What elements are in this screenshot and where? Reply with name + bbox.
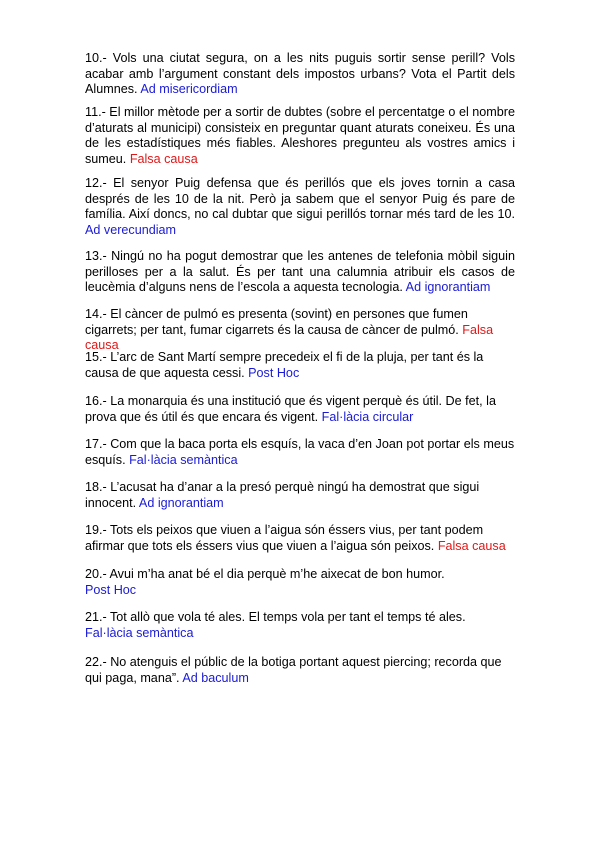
- question-text: 15.- L’arc de Sant Martí sempre precedeix el fi de la pluja, per tant és la causa de que aquesta cessi.: [85, 350, 484, 380]
- question-19: [85, 523, 515, 554]
- question-text: 10.- Vols una ciutat segura, on a les nits puguis sortir sense perill? Vols acabar amb l’argument constant dels impostos urbans? Vota el Partit dels Alumnes.: [85, 51, 515, 96]
- question-17: [85, 437, 515, 468]
- question-text: 11.- El millor mètode per a sortir de dubtes (sobre el percentatge o el nombre d’aturats al municipi) consisteix en preguntar quant aturats coneixeu. És una de les estadístiques més fiables. Aleshores pregunteu als vostres amics i sumeu.: [85, 105, 515, 166]
- question-text: 21.- Tot allò que vola té ales. El temps vola per tant el temps té ales.: [85, 610, 466, 624]
- question-21: [85, 610, 515, 641]
- question-18: [85, 480, 515, 511]
- question-13: [85, 249, 515, 296]
- question-20: [85, 567, 515, 598]
- question-14: [85, 307, 515, 354]
- answer-label: Post Hoc: [248, 365, 300, 380]
- answer-label: Fal·làcia semàntica: [85, 625, 194, 640]
- answer-label: Ad verecundiam: [85, 222, 177, 237]
- answer-label: Falsa causa: [129, 151, 198, 166]
- answer-label: Fal·làcia semàntica: [129, 452, 238, 467]
- answer-label: Ad ignorantiam: [405, 280, 491, 294]
- question-text: 22.- No atenguis el públic de la botiga portant aquest piercing; recorda que qui paga, mana”.: [85, 655, 502, 685]
- question-text: 18.- L’acusat ha d’anar a la presó perquè ningú ha demostrat que sigui innocent.: [85, 480, 480, 510]
- answer-label: Post Hoc: [85, 582, 137, 597]
- question-22: [85, 655, 515, 686]
- question-15: [85, 350, 515, 381]
- question-text: 12.- El senyor Puig defensa que és perillós que els joves tornin a casa després de les 10 de la nit. Però ja sabem que el senyor Puig és pare de família. Així doncs, no cal dubtar que sigui perillós tornar més tard de les 10.: [85, 176, 515, 221]
- question-12: [85, 176, 515, 238]
- answer-label: Ad baculum: [182, 670, 249, 685]
- question-11: [85, 105, 515, 167]
- question-text: 14.- El càncer de pulmó es presenta (sovint) en persones que fumen cigarrets; per tant, fumar cigarrets és la causa de càncer de pulmó.: [85, 307, 468, 337]
- answer-label: Fal·làcia circular: [321, 409, 414, 424]
- answer-label: Falsa causa: [437, 538, 506, 553]
- question-16: [85, 394, 515, 425]
- answer-label: Ad misericordiam: [140, 82, 238, 96]
- question-10: [85, 51, 515, 98]
- question-text: 19.- Tots els peixos que viuen a l’aigua són éssers vius, per tant podem afirmar que tots els éssers vius que viuen a l’aigua són peixos.: [85, 523, 484, 553]
- answer-label: Ad ignorantiam: [138, 495, 224, 510]
- question-text: 20.- Avui m’ha anat bé el dia perquè m’he aixecat de bon humor.: [85, 567, 445, 581]
- question-text: 17.- Com que la baca porta els esquís, la vaca d’en Joan pot portar els meus esquís.: [85, 437, 515, 467]
- answer-label: Falsa causa: [85, 322, 494, 352]
- question-text: 16.- La monarquia és una institució que és vigent perquè és útil. De fet, la prova que és útil és que encara és vigent.: [85, 394, 496, 424]
- question-text: 13.- Ningú no ha pogut demostrar que les antenes de telefonia mòbil siguin perilloses per a la salut. És per tant una calumnia atribuir els casos de leucèmia d’alguns nens de l’escola a aquesta tecnologia.: [85, 249, 515, 294]
